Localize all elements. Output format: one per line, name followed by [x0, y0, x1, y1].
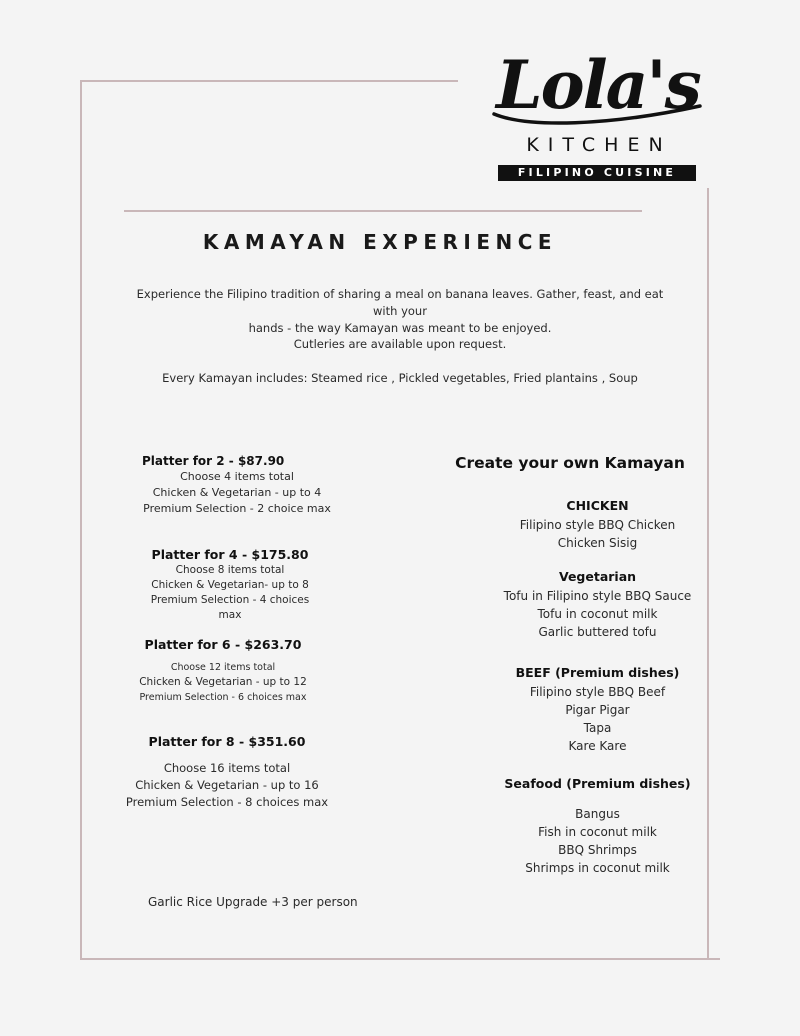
menu-item: Chicken Sisig	[557, 536, 638, 550]
menu-item: Garlic buttered tofu	[538, 625, 657, 639]
platter-line: Choose 4 items total	[180, 470, 294, 483]
menu-item: Shrimps in coconut milk	[525, 861, 670, 875]
category-heading: Vegetarian	[558, 569, 637, 584]
title-divider	[124, 210, 642, 212]
platter-line: Choose 12 items total	[170, 662, 276, 673]
brand-kitchen-text: KITCHEN	[526, 134, 672, 156]
category-vegetarian	[470, 569, 725, 641]
platter-line: Chicken & Vegetarian- up to 8	[151, 579, 309, 591]
create-kamayan-heading: Create your own Kamayan	[455, 454, 685, 472]
category-heading: BEEF (Premium dishes)	[515, 665, 680, 680]
platter-6	[132, 637, 314, 705]
frame-top-line	[80, 80, 458, 82]
menu-item: Filipino style BBQ Chicken	[519, 518, 676, 532]
platter-line: Chicken & Vegetarian - up to 12	[139, 676, 307, 688]
platter-line: Chicken & Vegetarian - up to 16	[135, 778, 319, 792]
platter-heading: Platter for 4 - $175.80	[151, 547, 309, 562]
brand-tagline-band: FILIPINO CUISINE	[498, 165, 696, 181]
platter-line: Premium Selection - 8 choices max	[125, 795, 329, 809]
includes-note: Every Kamayan includes: Steamed rice , Pickled vegetables, Fried plantains , Soup	[162, 371, 638, 385]
platter-4	[140, 547, 320, 623]
menu-item: Tapa	[583, 721, 612, 735]
menu-item: Bangus	[575, 807, 620, 821]
platter-line: Choose 8 items total	[175, 564, 285, 576]
menu-item: Fish in coconut milk	[538, 825, 657, 839]
platter-line: Choose 16 items total	[163, 761, 291, 775]
platter-line: Chicken & Vegetarian - up to 4	[152, 486, 322, 499]
frame-left-line	[80, 80, 82, 960]
frame-bottom-line	[80, 958, 720, 960]
menu-item: Pigar Pigar	[565, 703, 630, 717]
intro-line-1: Experience the Filipino tradition of sharing a meal on banana leaves. Gather, feast, and eat with your	[136, 287, 664, 318]
garlic-rice-upgrade-note: Garlic Rice Upgrade +3 per person	[148, 895, 358, 909]
category-heading: CHICKEN	[566, 498, 629, 513]
menu-item: Filipino style BBQ Beef	[529, 685, 666, 699]
intro-text	[130, 286, 670, 337]
platter-8	[122, 733, 332, 811]
platter-line: Premium Selection - 6 choices max	[139, 692, 307, 703]
category-heading: Seafood (Premium dishes)	[504, 776, 691, 791]
logo-swash-decoration	[488, 88, 708, 128]
platter-heading: Platter for 6 - $263.70	[144, 637, 302, 652]
brand-logo-script: Lola's	[496, 46, 700, 124]
category-chicken	[470, 498, 725, 552]
menu-item: Tofu in coconut milk	[537, 607, 658, 621]
intro-line-2: hands - the way Kamayan was meant to be enjoyed.	[248, 321, 552, 335]
category-beef	[470, 665, 725, 755]
platter-2	[142, 453, 332, 517]
menu-item: BBQ Shrimps	[558, 843, 637, 857]
menu-item: Kare Kare	[568, 739, 627, 753]
category-seafood	[470, 776, 725, 877]
page-title: KAMAYAN EXPERIENCE	[202, 230, 558, 254]
menu-item: Tofu in Filipino style BBQ Sauce	[503, 589, 692, 603]
platter-heading: Platter for 8 - $351.60	[148, 734, 306, 749]
platter-heading: Platter for 2 - $87.90	[142, 454, 285, 468]
platter-line: Premium Selection - 2 choice max	[143, 502, 331, 515]
platter-line: Premium Selection - 4 choices max	[150, 594, 310, 621]
cutleries-note: Cutleries are available upon request.	[293, 337, 507, 351]
